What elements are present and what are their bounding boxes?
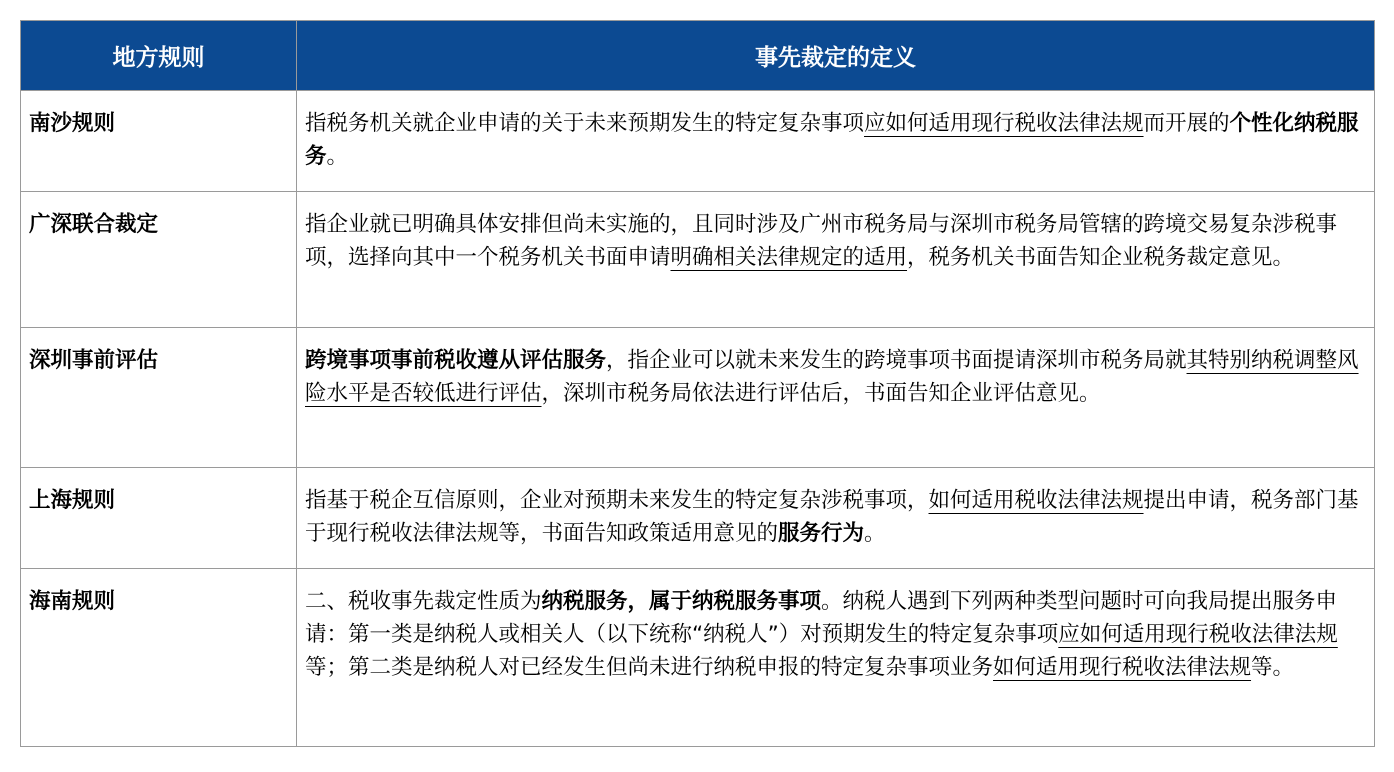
definition-text: 指税务机关就企业申请的关于未来预期发生的特定复杂事项 xyxy=(305,111,865,136)
table-row xyxy=(21,328,1375,468)
definition-underlined-text: 应如何适用现行税收法律法规 xyxy=(1058,622,1338,647)
definition-text: 。 xyxy=(864,521,886,546)
definition-bold-text: 跨境事项事前税收遵从评估服务 xyxy=(305,348,607,373)
definition-bold-text: 纳税服务，属于纳税服务事项 xyxy=(541,589,822,614)
rule-definition xyxy=(297,192,1375,328)
definition-text: 提出申请，税务部门基于现行税收法律法规等，书面告知政策适用意见的 xyxy=(305,488,1359,546)
definition-text: 指基于税企互信原则，企业对预期未来发生的特定复杂涉税事项， xyxy=(305,488,929,513)
definition-underlined-text: 如何适用税收法律法规 xyxy=(928,488,1144,513)
definition-text: 等。 xyxy=(1251,655,1295,680)
definition-text: 等；第二类是纳税人对已经发生但尚未进行纳税申报的特定复杂事项业务 xyxy=(305,655,994,680)
header-definition: 事先裁定的定义 xyxy=(297,21,1375,91)
rules-table xyxy=(20,20,1375,747)
table-header-row xyxy=(21,21,1375,91)
rule-definition xyxy=(297,91,1375,192)
header-local-rule: 地方规则 xyxy=(21,21,297,91)
rule-name: 深圳事前评估 xyxy=(21,328,297,468)
definition-underlined-text: 应如何适用现行税收法律法规 xyxy=(864,111,1144,136)
definition-text: 指企业就已明确具体安排但尚未实施的，且同时涉及广州市税务局与深圳市税务局管辖的跨境交易复杂涉税事项，选择向其中一个税务机关书面申请 xyxy=(305,212,1338,270)
definition-text: 而开展的 xyxy=(1143,111,1230,136)
rule-definition xyxy=(297,328,1375,468)
table-row xyxy=(21,91,1375,192)
definition-bold-text: 服务行为 xyxy=(778,521,865,546)
definition-underlined-text: 如何适用现行税收法律法规 xyxy=(993,655,1252,680)
rule-name: 南沙规则 xyxy=(21,91,297,192)
definition-underlined-text: 明确相关法律规定的适用 xyxy=(670,245,908,270)
rule-definition xyxy=(297,569,1375,747)
definition-text: 。纳税人遇到下列两种类型问题时可向我局提出服务申请：第一类是纳税人或相关人（以下统称“纳税人”）对预期发生的特定复杂事项 xyxy=(305,589,1338,647)
rule-definition xyxy=(297,468,1375,569)
table-row xyxy=(21,192,1375,328)
table-row xyxy=(21,468,1375,569)
definition-text: ，深圳市税务局依法进行评估后，书面告知企业评估意见。 xyxy=(541,381,1101,406)
definition-text: ，税务机关书面告知企业税务裁定意见。 xyxy=(907,245,1295,270)
rule-name: 海南规则 xyxy=(21,569,297,747)
table-row xyxy=(21,569,1375,747)
definition-bold-text: 个性化纳税服务 xyxy=(305,111,1359,169)
definition-underlined-text: 其特别纳税调整风险水平是否较低进行评估 xyxy=(305,348,1359,406)
definition-text: 二、税收事先裁定性质为 xyxy=(305,589,542,614)
definition-text: ，指企业可以就未来发生的跨境事项书面提请深圳市税务局就 xyxy=(606,348,1187,373)
rule-name: 上海规则 xyxy=(21,468,297,569)
definition-text: 。 xyxy=(326,144,349,169)
rule-name: 广深联合裁定 xyxy=(21,192,297,328)
